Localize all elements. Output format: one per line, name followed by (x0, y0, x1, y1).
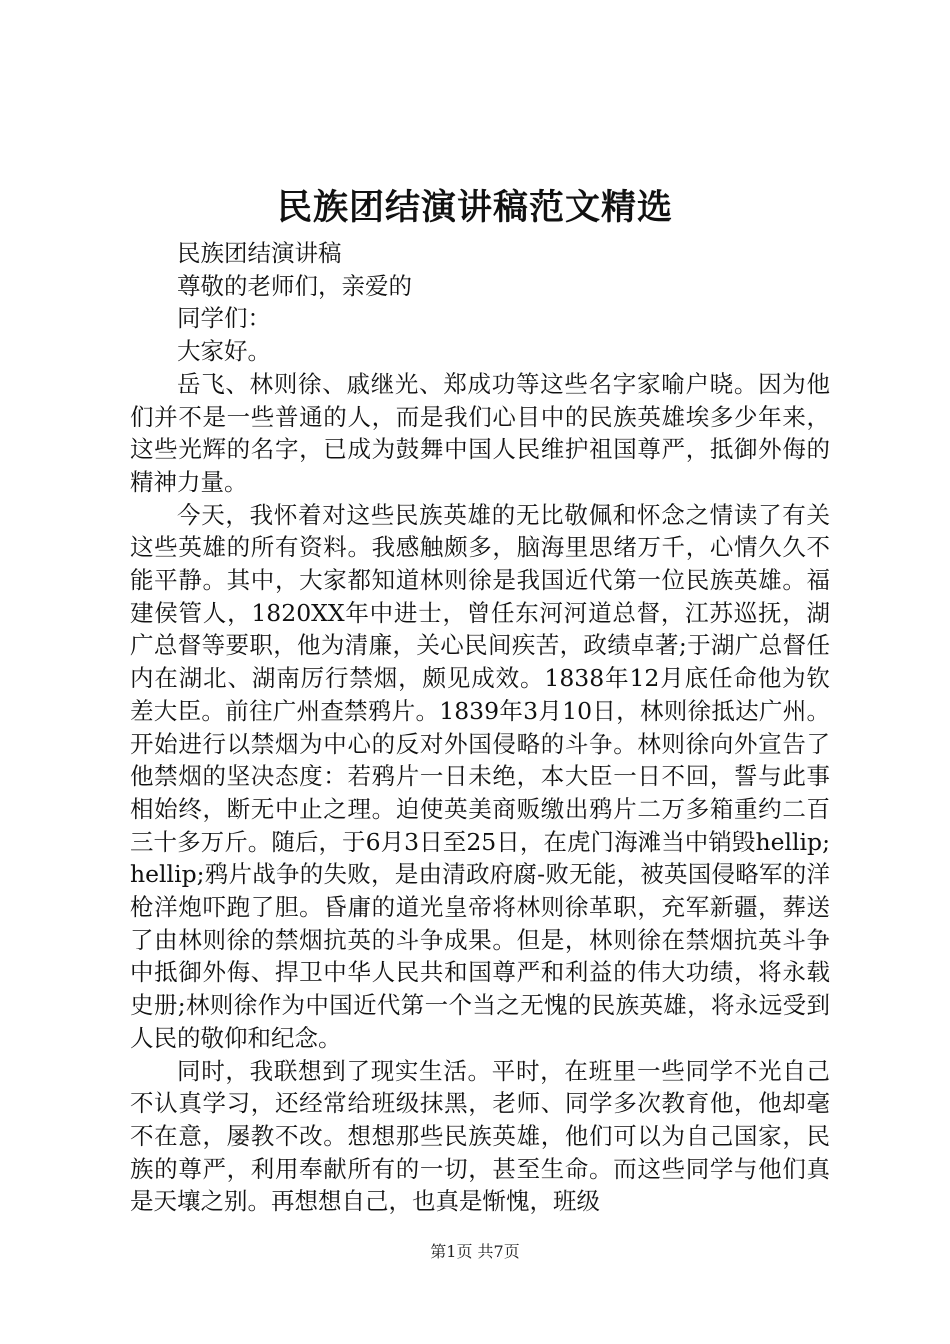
paragraph-greeting: 大家好。 (177, 337, 271, 366)
document-title: 民族团结演讲稿范文精选 (276, 187, 673, 228)
paragraph-reflection: 同时，我联想到了现实生活。平时，在班里一些同学不光自己不认真学习，还经常给班级抹黑，老师、同学多次教育他，他却毫不在意，屡教不改。想想那些民族英雄，他们可以为自己国家，民族的尊严，利用奉献所有的一切，甚至生命。而这些同学与他们真是天壤之别。再想想自己，也真是惭愧，班级 (130, 1056, 830, 1216)
paragraph-lin-zexu: 今天，我怀着对这些民族英雄的无比敬佩和怀念之情读了有关这些英雄的所有资料。我感触颇多，脑海里思绪万千，心情久久不能平静。其中，大家都知道林则徐是我国近代第一位民族英雄。福建侯管人，1820XX年中进士，曾任东河河道总督，江苏巡抚，湖广总督等要职，他为清廉，关心民间疾苦，政绩卓著;于湖广总督任内在湖北、湖南厉行禁烟，颇见成效。1838年12月底任命他为钦差大臣。前往广州查禁鸦片。1839年3月10日，林则徐抵达广州。开始进行以禁烟为中心的反对外国侵略的斗争。林则徐向外宣告了他禁烟的坚决态度：若鸦片一日未绝，本大臣一日不回，誓与此事相始终，断无中止之理。迫使英美商贩缴出鸦片二万多箱重约二百三十多万斤。随后，于6月3日至25日，在虎门海滩当中销毁hellip;hellip;鸦片战争的失败，是由清政府腐-败无能，被英国侵略军的洋枪洋炮吓跑了胆。昏庸的道光皇帝将林则徐革职，充军新疆，葬送了由林则徐的禁烟抗英的斗争成果。但是，林则徐在禁烟抗英斗争中抵御外侮、捍卫中华人民共和国尊严和利益的伟大功绩，将永载史册;林则徐作为中国近代第一个当之无愧的民族英雄，将永远受到人民的敬仰和纪念。 (130, 500, 830, 1052)
paragraph-salutation: 尊敬的老师们，亲爱的 (177, 271, 412, 300)
page-footer: 第1页 共7页 (430, 1242, 520, 1261)
paragraph-heroes-intro: 岳飞、林则徐、戚继光、郑成功等这些名字家喻户晓。因为他们并不是一些普通的人，而是我们心目中的民族英雄埃多少年来，这些光辉的名字，已成为鼓舞中国人民维护祖国尊严，抵御外侮的精神力量。 (130, 369, 830, 496)
document-body (130, 237, 830, 1218)
paragraph-salutation-continued: 同学们： (177, 304, 271, 333)
paragraph-heading: 民族团结演讲稿 (177, 239, 342, 267)
